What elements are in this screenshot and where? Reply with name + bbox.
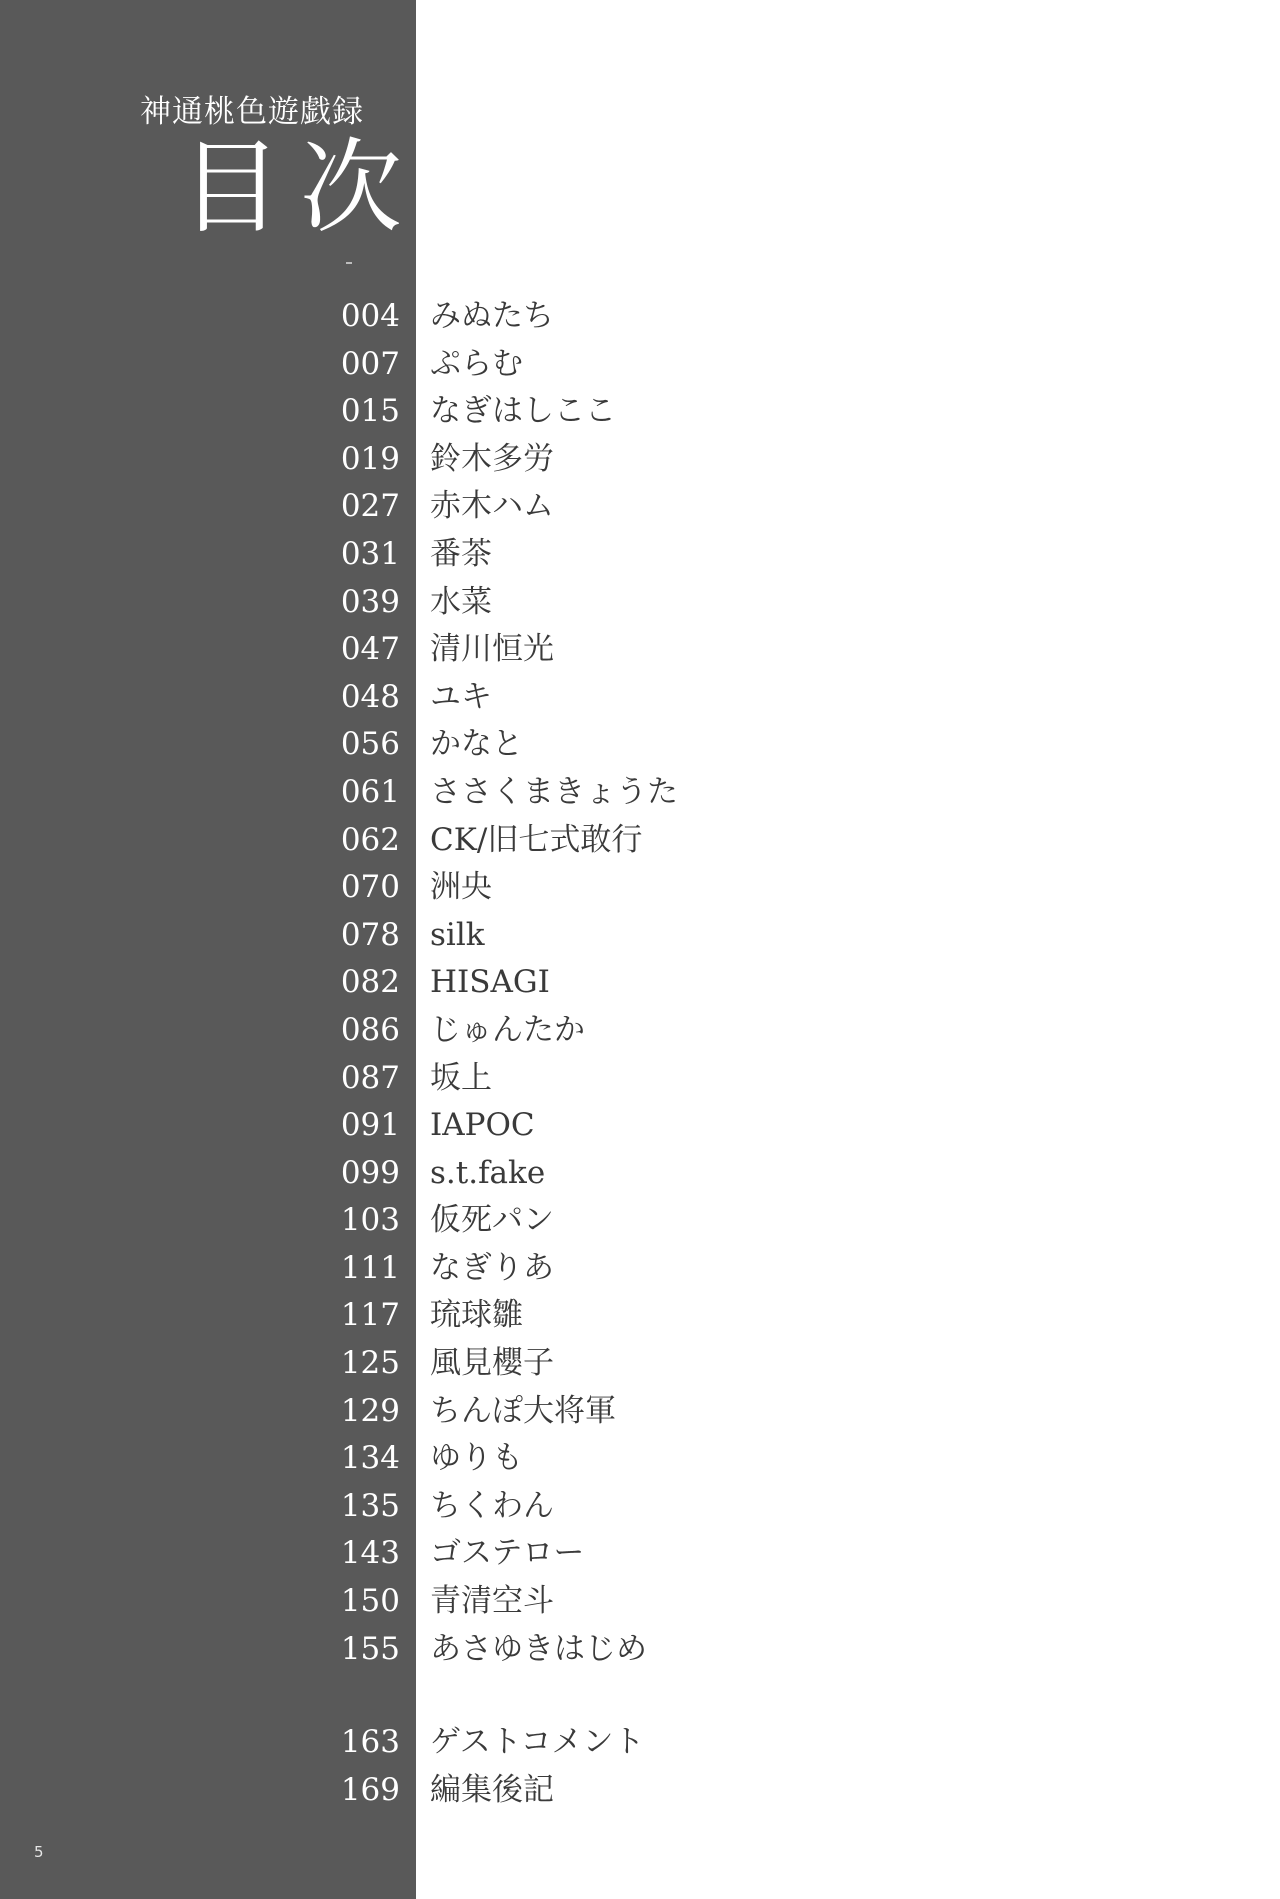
toc-author-name: なぎりあ <box>430 1249 554 1286</box>
toc-page-number: 111 <box>340 1249 400 1286</box>
toc-page-number: 117 <box>340 1297 400 1334</box>
toc-author-name: 清川恒光 <box>430 631 554 668</box>
toc-author-name: 番茶 <box>430 535 492 572</box>
toc-author-name: ユキ <box>430 678 492 715</box>
toc-page-number: 047 <box>340 631 400 668</box>
toc-page-number: 087 <box>340 1059 400 1096</box>
toc-author-name: 仮死パン <box>430 1202 554 1239</box>
toc-entry <box>0 1626 1280 1674</box>
toc-entry <box>0 912 1280 960</box>
toc-entry <box>0 341 1280 389</box>
toc-page-number: 061 <box>340 773 400 810</box>
toc-author-name: あさゆきはじめ <box>430 1630 647 1667</box>
toc-page-number: 056 <box>340 726 400 763</box>
toc-entry <box>0 1007 1280 1055</box>
toc-page-number: 099 <box>340 1154 400 1191</box>
toc-entry <box>0 864 1280 912</box>
toc-page-number: 143 <box>340 1535 400 1572</box>
toc-heading: 目次 <box>180 129 420 248</box>
toc-entry <box>0 1340 1280 1388</box>
toc-page-number: 082 <box>340 964 400 1001</box>
toc-page-number: 078 <box>340 916 400 953</box>
toc-entry <box>0 1388 1280 1436</box>
toc-page-number: 134 <box>340 1440 400 1477</box>
toc-author-name: 青清空斗 <box>430 1583 554 1620</box>
toc-entry <box>0 721 1280 769</box>
toc-page-number: 027 <box>340 488 400 525</box>
toc-author-name: IAPOC <box>430 1107 535 1144</box>
toc-section-name: 編集後記 <box>430 1771 554 1808</box>
toc-page-number: 163 <box>340 1724 400 1761</box>
toc-author-name: なぎはしここ <box>430 393 616 430</box>
toc-author-name: s.t.fake <box>430 1154 546 1191</box>
toc-entry <box>0 1197 1280 1245</box>
toc-page-number: 062 <box>340 821 400 858</box>
toc-author-name: ささくまきょうた <box>430 773 678 810</box>
toc-extra-entry <box>0 1719 1280 1767</box>
toc-page-number: 015 <box>340 393 400 430</box>
toc-entry <box>0 817 1280 865</box>
folio-page-number: 5 <box>34 1843 44 1861</box>
toc-entry <box>0 1292 1280 1340</box>
toc-page-number: 039 <box>340 583 400 620</box>
toc-entry <box>0 1102 1280 1150</box>
toc-entry <box>0 1245 1280 1293</box>
toc-author-name: CK/旧七式敢行 <box>430 821 643 858</box>
toc-entry <box>0 1483 1280 1531</box>
toc-page-number: 103 <box>340 1202 400 1239</box>
toc-author-name: ちくわん <box>430 1487 554 1524</box>
toc-page-number: 031 <box>340 535 400 572</box>
toc-author-name: HISAGI <box>430 964 550 1001</box>
toc-author-name: 赤木ハム <box>430 488 554 525</box>
toc-author-name: 風見櫻子 <box>430 1345 554 1382</box>
toc-entry <box>0 531 1280 579</box>
toc-entry <box>0 388 1280 436</box>
toc-author-name: ゴステロー <box>430 1535 585 1572</box>
book-title: 神通桃色遊戯録 <box>140 94 364 130</box>
toc-page-number: 125 <box>340 1345 400 1382</box>
toc-page-number: 150 <box>340 1583 400 1620</box>
toc-section-name: ゲストコメント <box>430 1724 645 1761</box>
toc-page-number: 086 <box>340 1011 400 1048</box>
toc-author-name: 坂上 <box>430 1059 492 1096</box>
toc-author-name: じゅんたか <box>430 1011 585 1048</box>
toc-entry <box>0 579 1280 627</box>
toc-page-number: 135 <box>340 1487 400 1524</box>
toc-author-name: かなと <box>430 726 523 763</box>
toc-entry <box>0 674 1280 722</box>
toc-list <box>0 293 1280 1814</box>
toc-entry <box>0 626 1280 674</box>
toc-page-number: 155 <box>340 1630 400 1667</box>
toc-author-name: ぷらむ <box>430 345 523 382</box>
toc-entry <box>0 1530 1280 1578</box>
toc-page-number: 048 <box>340 678 400 715</box>
toc-page-number: 007 <box>340 345 400 382</box>
toc-entry <box>0 436 1280 484</box>
toc-page-number: 019 <box>340 440 400 477</box>
toc-entry <box>0 293 1280 341</box>
toc-author-name: 水菜 <box>430 583 492 620</box>
toc-extra-entry <box>0 1767 1280 1815</box>
toc-author-name: みぬたち <box>430 298 554 334</box>
toc-page-number: 129 <box>340 1392 400 1429</box>
toc-page-number: 070 <box>340 869 400 906</box>
toc-page-number: 004 <box>340 298 400 334</box>
toc-entry <box>0 483 1280 531</box>
heading-tick-mark <box>346 262 352 264</box>
toc-entry <box>0 1055 1280 1103</box>
toc-page-number: 091 <box>340 1107 400 1144</box>
toc-author-name: ちんぽ大将軍 <box>430 1392 616 1429</box>
toc-author-name: 琉球雛 <box>430 1297 523 1334</box>
toc-entry <box>0 1435 1280 1483</box>
toc-page-number: 169 <box>340 1771 400 1808</box>
toc-entry <box>0 769 1280 817</box>
toc-entry <box>0 1150 1280 1198</box>
toc-author-name: 洲央 <box>430 869 492 906</box>
toc-author-name: 鈴木多労 <box>430 440 554 477</box>
toc-author-name: ゆりも <box>430 1440 523 1477</box>
toc-author-name: silk <box>430 916 485 953</box>
toc-entry <box>0 1578 1280 1626</box>
toc-entry <box>0 959 1280 1007</box>
